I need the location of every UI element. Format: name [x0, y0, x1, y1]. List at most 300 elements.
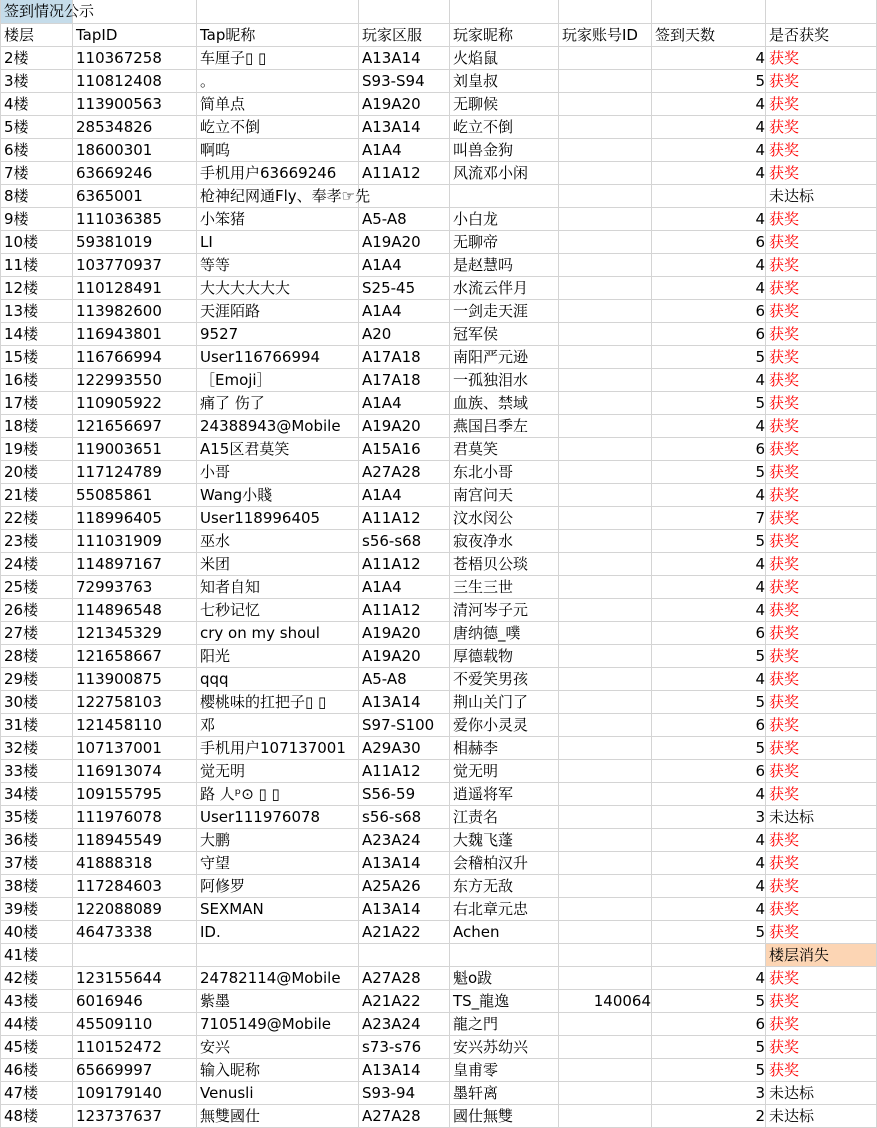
- nick-cell[interactable]: 是赵慧吗: [450, 253, 559, 276]
- server-cell[interactable]: A5-A8: [359, 667, 450, 690]
- account-cell[interactable]: [559, 690, 652, 713]
- tapname-cell[interactable]: SEXMAN: [197, 897, 359, 920]
- days-cell[interactable]: 4: [652, 483, 766, 506]
- nick-cell[interactable]: 觉无明: [450, 759, 559, 782]
- nick-cell[interactable]: 墨轩离: [450, 1081, 559, 1104]
- floor-cell[interactable]: 29楼: [1, 667, 73, 690]
- server-cell[interactable]: A27A28: [359, 1104, 450, 1127]
- days-cell[interactable]: 6: [652, 1012, 766, 1035]
- tapname-cell[interactable]: 安兴: [197, 1035, 359, 1058]
- nick-cell[interactable]: [450, 943, 559, 966]
- server-cell[interactable]: A11A12: [359, 506, 450, 529]
- nick-cell[interactable]: 不爱笑男孩: [450, 667, 559, 690]
- floor-cell[interactable]: 33楼: [1, 759, 73, 782]
- tapname-cell[interactable]: User111976078: [197, 805, 359, 828]
- nick-cell[interactable]: 苍梧贝公琰: [450, 552, 559, 575]
- status-cell[interactable]: 获奖: [766, 828, 877, 851]
- tapid-cell[interactable]: 114896548: [73, 598, 197, 621]
- tapname-cell[interactable]: 枪神纪网通Fly、奉孝☞先: [197, 184, 359, 207]
- empty-cell[interactable]: [197, 0, 359, 23]
- floor-cell[interactable]: 46楼: [1, 1058, 73, 1081]
- status-cell[interactable]: 获奖: [766, 230, 877, 253]
- server-cell[interactable]: A23A24: [359, 828, 450, 851]
- days-cell[interactable]: 5: [652, 1058, 766, 1081]
- nick-cell[interactable]: 东北小哥: [450, 460, 559, 483]
- days-cell[interactable]: 4: [652, 667, 766, 690]
- account-cell[interactable]: [559, 46, 652, 69]
- floor-cell[interactable]: 15楼: [1, 345, 73, 368]
- account-cell[interactable]: [559, 1035, 652, 1058]
- tapname-cell[interactable]: User116766994: [197, 345, 359, 368]
- header-days[interactable]: 签到天数: [652, 23, 766, 46]
- tapname-cell[interactable]: 七秒记忆: [197, 598, 359, 621]
- floor-cell[interactable]: 6楼: [1, 138, 73, 161]
- floor-cell[interactable]: 43楼: [1, 989, 73, 1012]
- days-cell[interactable]: 5: [652, 690, 766, 713]
- server-cell[interactable]: A27A28: [359, 460, 450, 483]
- tapname-cell[interactable]: 無雙國仕: [197, 1104, 359, 1127]
- status-cell[interactable]: 获奖: [766, 253, 877, 276]
- nick-cell[interactable]: 大魏飞蓬: [450, 828, 559, 851]
- tapid-cell[interactable]: 119003651: [73, 437, 197, 460]
- server-cell[interactable]: A20: [359, 322, 450, 345]
- nick-cell[interactable]: 火焰鼠: [450, 46, 559, 69]
- status-cell[interactable]: 获奖: [766, 920, 877, 943]
- header-floor[interactable]: 楼层: [1, 23, 73, 46]
- nick-cell[interactable]: 水流云伴月: [450, 276, 559, 299]
- status-cell[interactable]: 获奖: [766, 667, 877, 690]
- status-cell[interactable]: 获奖: [766, 1058, 877, 1081]
- server-cell[interactable]: s73-s76: [359, 1035, 450, 1058]
- nick-cell[interactable]: 汶水闵公: [450, 506, 559, 529]
- days-cell[interactable]: 6: [652, 713, 766, 736]
- tapid-cell[interactable]: 123737637: [73, 1104, 197, 1127]
- account-cell[interactable]: [559, 138, 652, 161]
- tapid-cell[interactable]: 121656697: [73, 414, 197, 437]
- account-cell[interactable]: [559, 1058, 652, 1081]
- floor-cell[interactable]: 34楼: [1, 782, 73, 805]
- tapname-cell[interactable]: 24782114@Mobile: [197, 966, 359, 989]
- days-cell[interactable]: 6: [652, 299, 766, 322]
- account-cell[interactable]: [559, 414, 652, 437]
- status-cell[interactable]: 获奖: [766, 368, 877, 391]
- floor-cell[interactable]: 44楼: [1, 1012, 73, 1035]
- floor-cell[interactable]: 20楼: [1, 460, 73, 483]
- tapname-cell[interactable]: 小笨猪: [197, 207, 359, 230]
- server-cell[interactable]: A19A20: [359, 92, 450, 115]
- days-cell[interactable]: 4: [652, 966, 766, 989]
- status-cell[interactable]: 获奖: [766, 69, 877, 92]
- days-cell[interactable]: 5: [652, 345, 766, 368]
- tapid-cell[interactable]: 55085861: [73, 483, 197, 506]
- floor-cell[interactable]: 14楼: [1, 322, 73, 345]
- floor-cell[interactable]: 10楼: [1, 230, 73, 253]
- tapid-cell[interactable]: 63669246: [73, 161, 197, 184]
- server-cell[interactable]: A1A4: [359, 138, 450, 161]
- nick-cell[interactable]: 刘皇叔: [450, 69, 559, 92]
- account-cell[interactable]: [559, 483, 652, 506]
- tapid-cell[interactable]: 110812408: [73, 69, 197, 92]
- nick-cell[interactable]: 江责名: [450, 805, 559, 828]
- account-cell[interactable]: [559, 667, 652, 690]
- status-cell[interactable]: 获奖: [766, 345, 877, 368]
- status-cell[interactable]: 获奖: [766, 483, 877, 506]
- header-status[interactable]: 是否获奖: [766, 23, 877, 46]
- account-cell[interactable]: [559, 299, 652, 322]
- status-cell[interactable]: 未达标: [766, 805, 877, 828]
- server-cell[interactable]: S93-94: [359, 1081, 450, 1104]
- nick-cell[interactable]: 右北章元忠: [450, 897, 559, 920]
- nick-cell[interactable]: 血族、禁域: [450, 391, 559, 414]
- tapid-cell[interactable]: 107137001: [73, 736, 197, 759]
- tapname-cell[interactable]: 简单点: [197, 92, 359, 115]
- tapid-cell[interactable]: 109179140: [73, 1081, 197, 1104]
- tapname-cell[interactable]: 屹立不倒: [197, 115, 359, 138]
- empty-cell[interactable]: [652, 0, 766, 23]
- status-cell[interactable]: 获奖: [766, 736, 877, 759]
- tapname-cell[interactable]: 米团: [197, 552, 359, 575]
- nick-cell[interactable]: 安兴苏幼兴: [450, 1035, 559, 1058]
- account-cell[interactable]: [559, 345, 652, 368]
- tapid-cell[interactable]: 114897167: [73, 552, 197, 575]
- server-cell[interactable]: A13A14: [359, 46, 450, 69]
- tapid-cell[interactable]: 41888318: [73, 851, 197, 874]
- floor-cell[interactable]: 24楼: [1, 552, 73, 575]
- tapname-cell[interactable]: 路 人ᵖ⊙ ▯ ▯: [197, 782, 359, 805]
- floor-cell[interactable]: 37楼: [1, 851, 73, 874]
- tapid-cell[interactable]: 113900563: [73, 92, 197, 115]
- floor-cell[interactable]: 17楼: [1, 391, 73, 414]
- nick-cell[interactable]: 相赫李: [450, 736, 559, 759]
- server-cell[interactable]: A21A22: [359, 920, 450, 943]
- floor-cell[interactable]: 42楼: [1, 966, 73, 989]
- server-cell[interactable]: S93-S94: [359, 69, 450, 92]
- floor-cell[interactable]: 7楼: [1, 161, 73, 184]
- tapname-cell[interactable]: 9527: [197, 322, 359, 345]
- tapid-cell[interactable]: 116913074: [73, 759, 197, 782]
- account-cell[interactable]: 140064: [559, 989, 652, 1012]
- status-cell[interactable]: 获奖: [766, 552, 877, 575]
- nick-cell[interactable]: 唐纳德_噗: [450, 621, 559, 644]
- server-cell[interactable]: A11A12: [359, 161, 450, 184]
- nick-cell[interactable]: 逍遥将军: [450, 782, 559, 805]
- server-cell[interactable]: A1A4: [359, 299, 450, 322]
- floor-cell[interactable]: 39楼: [1, 897, 73, 920]
- tapname-cell[interactable]: 邓: [197, 713, 359, 736]
- status-cell[interactable]: 获奖: [766, 46, 877, 69]
- floor-cell[interactable]: 30楼: [1, 690, 73, 713]
- status-cell[interactable]: 获奖: [766, 989, 877, 1012]
- days-cell[interactable]: 7: [652, 506, 766, 529]
- days-cell[interactable]: 4: [652, 46, 766, 69]
- tapid-cell[interactable]: 122088089: [73, 897, 197, 920]
- tapname-cell[interactable]: Wang小賤: [197, 483, 359, 506]
- days-cell[interactable]: 4: [652, 851, 766, 874]
- tapname-cell[interactable]: 24388943@Mobile: [197, 414, 359, 437]
- header-account[interactable]: 玩家账号ID: [559, 23, 652, 46]
- status-cell[interactable]: 获奖: [766, 690, 877, 713]
- status-cell[interactable]: 未达标: [766, 1104, 877, 1127]
- nick-cell[interactable]: 风流邓小闲: [450, 161, 559, 184]
- status-cell[interactable]: 获奖: [766, 644, 877, 667]
- days-cell[interactable]: 4: [652, 115, 766, 138]
- nick-cell[interactable]: 南阳严元逊: [450, 345, 559, 368]
- nick-cell[interactable]: 一孤独泪水: [450, 368, 559, 391]
- server-cell[interactable]: A1A4: [359, 575, 450, 598]
- nick-cell[interactable]: 南宫问天: [450, 483, 559, 506]
- floor-cell[interactable]: 12楼: [1, 276, 73, 299]
- status-cell[interactable]: 获奖: [766, 506, 877, 529]
- days-cell[interactable]: 2: [652, 1104, 766, 1127]
- floor-cell[interactable]: 26楼: [1, 598, 73, 621]
- account-cell[interactable]: [559, 598, 652, 621]
- days-cell[interactable]: 4: [652, 828, 766, 851]
- tapid-cell[interactable]: 6016946: [73, 989, 197, 1012]
- floor-cell[interactable]: 32楼: [1, 736, 73, 759]
- nick-cell[interactable]: 國仕無雙: [450, 1104, 559, 1127]
- account-cell[interactable]: [559, 966, 652, 989]
- status-cell[interactable]: 获奖: [766, 207, 877, 230]
- status-cell[interactable]: 获奖: [766, 966, 877, 989]
- floor-cell[interactable]: 19楼: [1, 437, 73, 460]
- status-cell[interactable]: 获奖: [766, 115, 877, 138]
- nick-cell[interactable]: 无聊帝: [450, 230, 559, 253]
- days-cell[interactable]: 5: [652, 69, 766, 92]
- floor-cell[interactable]: 11楼: [1, 253, 73, 276]
- empty-cell[interactable]: [450, 0, 559, 23]
- tapname-cell[interactable]: Venusli: [197, 1081, 359, 1104]
- days-cell[interactable]: 4: [652, 897, 766, 920]
- tapname-cell[interactable]: 巫水: [197, 529, 359, 552]
- server-cell[interactable]: A13A14: [359, 1058, 450, 1081]
- account-cell[interactable]: [559, 575, 652, 598]
- nick-cell[interactable]: 清河岑子元: [450, 598, 559, 621]
- floor-cell[interactable]: 22楼: [1, 506, 73, 529]
- account-cell[interactable]: [559, 943, 652, 966]
- floor-cell[interactable]: 31楼: [1, 713, 73, 736]
- floor-cell[interactable]: 35楼: [1, 805, 73, 828]
- days-cell[interactable]: 6: [652, 621, 766, 644]
- status-cell[interactable]: 获奖: [766, 138, 877, 161]
- account-cell[interactable]: [559, 391, 652, 414]
- floor-cell[interactable]: 41楼: [1, 943, 73, 966]
- header-tapname[interactable]: Tap昵称: [197, 23, 359, 46]
- floor-cell[interactable]: 8楼: [1, 184, 73, 207]
- days-cell[interactable]: 3: [652, 805, 766, 828]
- tapid-cell[interactable]: [73, 943, 197, 966]
- status-cell[interactable]: 获奖: [766, 414, 877, 437]
- tapid-cell[interactable]: 59381019: [73, 230, 197, 253]
- tapid-cell[interactable]: 116943801: [73, 322, 197, 345]
- status-cell[interactable]: 获奖: [766, 529, 877, 552]
- status-cell[interactable]: 获奖: [766, 437, 877, 460]
- account-cell[interactable]: [559, 253, 652, 276]
- server-cell[interactable]: S25-45: [359, 276, 450, 299]
- days-cell[interactable]: 3: [652, 1081, 766, 1104]
- tapname-cell[interactable]: cry on my shoul: [197, 621, 359, 644]
- nick-cell[interactable]: 屹立不倒: [450, 115, 559, 138]
- account-cell[interactable]: [559, 759, 652, 782]
- nick-cell[interactable]: 冠军侯: [450, 322, 559, 345]
- tapname-cell[interactable]: 阿修罗: [197, 874, 359, 897]
- days-cell[interactable]: 4: [652, 368, 766, 391]
- nick-cell[interactable]: 君莫笑: [450, 437, 559, 460]
- tapid-cell[interactable]: 121658667: [73, 644, 197, 667]
- days-cell[interactable]: 6: [652, 230, 766, 253]
- days-cell[interactable]: 5: [652, 529, 766, 552]
- floor-cell[interactable]: 2楼: [1, 46, 73, 69]
- floor-cell[interactable]: 40楼: [1, 920, 73, 943]
- account-cell[interactable]: [559, 437, 652, 460]
- nick-cell[interactable]: [450, 184, 559, 207]
- status-cell[interactable]: 未达标: [766, 184, 877, 207]
- status-cell[interactable]: 获奖: [766, 161, 877, 184]
- status-cell[interactable]: 获奖: [766, 759, 877, 782]
- tapid-cell[interactable]: 111036385: [73, 207, 197, 230]
- account-cell[interactable]: [559, 322, 652, 345]
- tapname-cell[interactable]: 。: [197, 69, 359, 92]
- days-cell[interactable]: 5: [652, 989, 766, 1012]
- status-cell[interactable]: 获奖: [766, 782, 877, 805]
- days-cell[interactable]: 4: [652, 138, 766, 161]
- header-tapid[interactable]: TapID: [73, 23, 197, 46]
- nick-cell[interactable]: 寂夜净水: [450, 529, 559, 552]
- nick-cell[interactable]: 厚德载物: [450, 644, 559, 667]
- tapid-cell[interactable]: 118996405: [73, 506, 197, 529]
- floor-cell[interactable]: 21楼: [1, 483, 73, 506]
- days-cell[interactable]: 4: [652, 414, 766, 437]
- account-cell[interactable]: [559, 368, 652, 391]
- account-cell[interactable]: [559, 782, 652, 805]
- server-cell[interactable]: A21A22: [359, 989, 450, 1012]
- status-cell[interactable]: 获奖: [766, 391, 877, 414]
- floor-cell[interactable]: 47楼: [1, 1081, 73, 1104]
- sheet-title[interactable]: 签到情况公示: [1, 0, 73, 23]
- status-cell[interactable]: 获奖: [766, 713, 877, 736]
- account-cell[interactable]: [559, 460, 652, 483]
- server-cell[interactable]: A19A20: [359, 644, 450, 667]
- days-cell[interactable]: 5: [652, 460, 766, 483]
- tapid-cell[interactable]: 116766994: [73, 345, 197, 368]
- status-cell[interactable]: 获奖: [766, 874, 877, 897]
- tapid-cell[interactable]: 110905922: [73, 391, 197, 414]
- server-cell[interactable]: A1A4: [359, 391, 450, 414]
- nick-cell[interactable]: 爱你小灵灵: [450, 713, 559, 736]
- status-cell[interactable]: 楼层消失: [766, 943, 877, 966]
- floor-cell[interactable]: 3楼: [1, 69, 73, 92]
- floor-cell[interactable]: 5楼: [1, 115, 73, 138]
- account-cell[interactable]: [559, 736, 652, 759]
- days-cell[interactable]: 4: [652, 874, 766, 897]
- account-cell[interactable]: [559, 1081, 652, 1104]
- status-cell[interactable]: 获奖: [766, 621, 877, 644]
- server-cell[interactable]: A25A26: [359, 874, 450, 897]
- tapid-cell[interactable]: 121345329: [73, 621, 197, 644]
- server-cell[interactable]: A19A20: [359, 414, 450, 437]
- account-cell[interactable]: [559, 644, 652, 667]
- tapname-cell[interactable]: 车厘子▯ ▯: [197, 46, 359, 69]
- tapname-cell[interactable]: qqq: [197, 667, 359, 690]
- account-cell[interactable]: [559, 897, 652, 920]
- days-cell[interactable]: [652, 184, 766, 207]
- empty-cell[interactable]: [359, 0, 450, 23]
- days-cell[interactable]: 4: [652, 598, 766, 621]
- server-cell[interactable]: A5-A8: [359, 207, 450, 230]
- tapname-cell[interactable]: 阳光: [197, 644, 359, 667]
- tapname-cell[interactable]: 知者自知: [197, 575, 359, 598]
- account-cell[interactable]: [559, 276, 652, 299]
- nick-cell[interactable]: 东方无敌: [450, 874, 559, 897]
- account-cell[interactable]: [559, 207, 652, 230]
- nick-cell[interactable]: Achen: [450, 920, 559, 943]
- server-cell[interactable]: A17A18: [359, 345, 450, 368]
- nick-cell[interactable]: 会稽柏汉升: [450, 851, 559, 874]
- nick-cell[interactable]: 叫兽金狗: [450, 138, 559, 161]
- account-cell[interactable]: [559, 92, 652, 115]
- account-cell[interactable]: [559, 1104, 652, 1127]
- status-cell[interactable]: 获奖: [766, 460, 877, 483]
- server-cell[interactable]: A13A14: [359, 897, 450, 920]
- tapid-cell[interactable]: 65669997: [73, 1058, 197, 1081]
- account-cell[interactable]: [559, 230, 652, 253]
- tapname-cell[interactable]: 大鹏: [197, 828, 359, 851]
- days-cell[interactable]: 5: [652, 644, 766, 667]
- tapid-cell[interactable]: 117284603: [73, 874, 197, 897]
- account-cell[interactable]: [559, 184, 652, 207]
- floor-cell[interactable]: 16楼: [1, 368, 73, 391]
- tapname-cell[interactable]: 痛了 伤了: [197, 391, 359, 414]
- days-cell[interactable]: 4: [652, 575, 766, 598]
- account-cell[interactable]: [559, 851, 652, 874]
- server-cell[interactable]: [359, 943, 450, 966]
- tapname-cell[interactable]: 小哥: [197, 460, 359, 483]
- account-cell[interactable]: [559, 805, 652, 828]
- tapname-cell[interactable]: A15区君莫笑: [197, 437, 359, 460]
- status-cell[interactable]: 获奖: [766, 575, 877, 598]
- server-cell[interactable]: s56-s68: [359, 805, 450, 828]
- status-cell[interactable]: 获奖: [766, 851, 877, 874]
- server-cell[interactable]: A29A30: [359, 736, 450, 759]
- server-cell[interactable]: A13A14: [359, 115, 450, 138]
- days-cell[interactable]: 4: [652, 276, 766, 299]
- account-cell[interactable]: [559, 920, 652, 943]
- server-cell[interactable]: A19A20: [359, 230, 450, 253]
- nick-cell[interactable]: 皇甫零: [450, 1058, 559, 1081]
- tapid-cell[interactable]: 28534826: [73, 115, 197, 138]
- days-cell[interactable]: 4: [652, 253, 766, 276]
- nick-cell[interactable]: 魁o跋: [450, 966, 559, 989]
- nick-cell[interactable]: TS_龍逸: [450, 989, 559, 1012]
- days-cell[interactable]: 4: [652, 552, 766, 575]
- tapname-cell[interactable]: 啊呜: [197, 138, 359, 161]
- account-cell[interactable]: [559, 621, 652, 644]
- tapname-cell[interactable]: 等等: [197, 253, 359, 276]
- status-cell[interactable]: 获奖: [766, 1035, 877, 1058]
- days-cell[interactable]: 4: [652, 207, 766, 230]
- floor-cell[interactable]: 36楼: [1, 828, 73, 851]
- tapname-cell[interactable]: 樱桃味的扛把子▯ ▯: [197, 690, 359, 713]
- nick-cell[interactable]: 一剑走天涯: [450, 299, 559, 322]
- account-cell[interactable]: [559, 115, 652, 138]
- header-server[interactable]: 玩家区服: [359, 23, 450, 46]
- server-cell[interactable]: A11A12: [359, 759, 450, 782]
- days-cell[interactable]: 5: [652, 391, 766, 414]
- status-cell[interactable]: 获奖: [766, 276, 877, 299]
- account-cell[interactable]: [559, 506, 652, 529]
- days-cell[interactable]: 5: [652, 1035, 766, 1058]
- nick-cell[interactable]: 荆山关门了: [450, 690, 559, 713]
- status-cell[interactable]: 获奖: [766, 299, 877, 322]
